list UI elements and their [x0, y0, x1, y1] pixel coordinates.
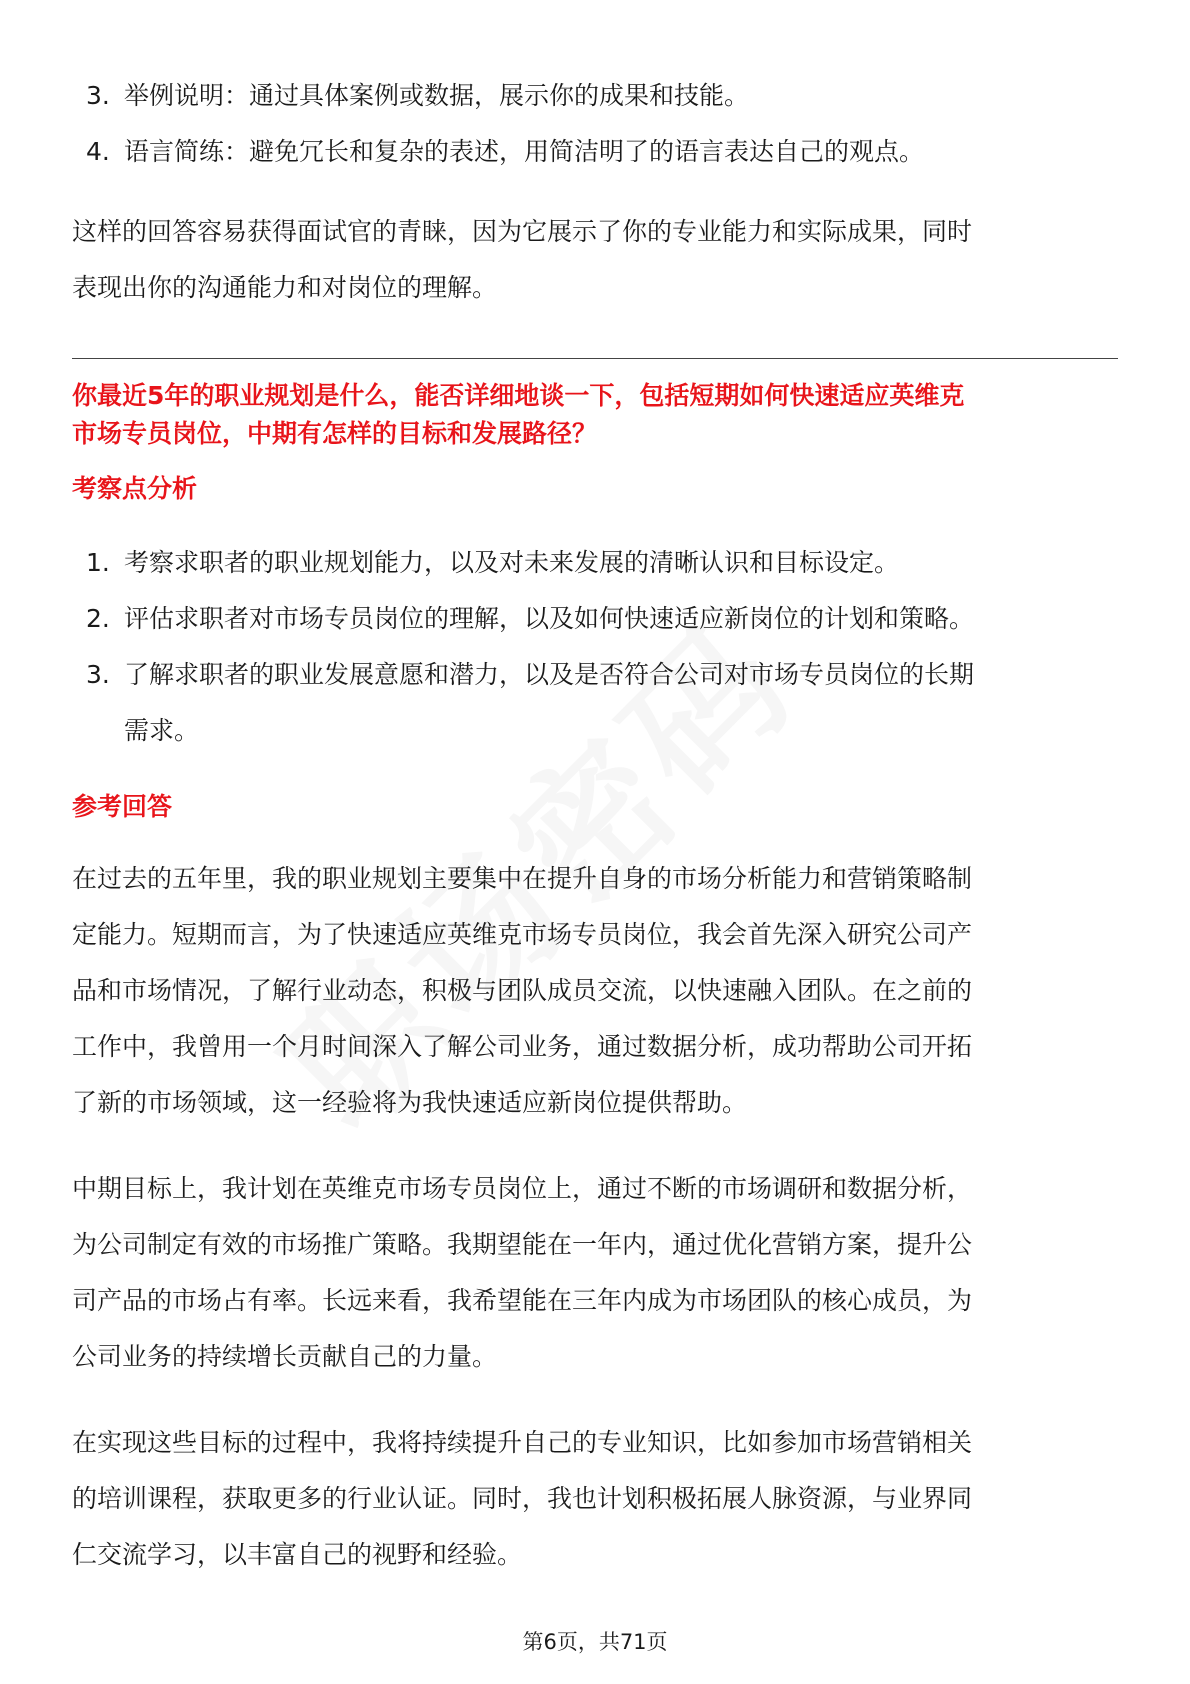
text-line: 了新的市场领域，这一经验将为我快速适应新岗位提供帮助。 [72, 1088, 748, 1117]
text-line: 品和市场情况，了解行业动态，积极与团队成员交流，以快速融入团队。在之前的 [72, 976, 973, 1005]
text-line: 市场专员岗位，中期有怎样的目标和发展路径？ [72, 419, 598, 448]
text-line: 工作中，我曾用一个月时间深入了解公司业务，通过数据分析，成功帮助公司开拓 [72, 1032, 973, 1061]
section-divider [72, 358, 1118, 359]
list-item-number: 3. [86, 81, 110, 110]
list-item-text: 语言简练：避免冗长和复杂的表述，用简洁明了的语言表达自己的观点。 [124, 137, 925, 166]
analysis-heading: 考察点分析 [72, 474, 198, 503]
list-item [72, 68, 1118, 124]
list-item-number: 1. [86, 548, 110, 577]
text-line: 表现出你的沟通能力和对岗位的理解。 [72, 273, 498, 302]
list-item-text: 了解求职者的职业发展意愿和潜力，以及是否符合公司对市场专员岗位的长期 [124, 660, 975, 689]
list-item-text: 举例说明：通过具体案例或数据，展示你的成果和技能。 [124, 81, 750, 110]
text-line: 中期目标上，我计划在英维克市场专员岗位上，通过不断的市场调研和数据分析， [72, 1174, 973, 1203]
analysis-list [72, 535, 1118, 759]
list-item-text: 评估求职者对市场专员岗位的理解，以及如何快速适应新岗位的计划和策略。 [124, 604, 975, 633]
text-line: 公司业务的持续增长贡献自己的力量。 [72, 1342, 498, 1371]
list-item [72, 647, 1118, 759]
list-item-text: 考察求职者的职业规划能力，以及对未来发展的清晰认识和目标设定。 [124, 548, 900, 577]
list-item [72, 535, 1118, 591]
list-item [72, 591, 1118, 647]
list-item-number: 4. [86, 137, 110, 166]
interview-question [72, 377, 1118, 453]
answer-paragraph-2 [72, 1161, 1118, 1385]
intro-summary [72, 204, 1118, 316]
text-line: 为公司制定有效的市场推广策略。我期望能在一年内，通过优化营销方案，提升公 [72, 1230, 973, 1259]
text-line: 你最近5年的职业规划是什么，能否详细地谈一下，包括短期如何快速适应英维克 [72, 381, 965, 410]
text-line: 的培训课程，获取更多的行业认证。同时，我也计划积极拓展人脉资源，与业界同 [72, 1484, 973, 1513]
page-content [72, 68, 1118, 1583]
intro-list [72, 68, 1118, 180]
answer-heading: 参考回答 [72, 792, 173, 821]
list-item-text: 需求。 [124, 716, 200, 745]
text-line: 在实现这些目标的过程中，我将持续提升自己的专业知识，比如参加市场营销相关 [72, 1428, 973, 1457]
list-item [72, 124, 1118, 180]
list-item-number: 3. [86, 660, 110, 689]
text-line: 仁交流学习，以丰富自己的视野和经验。 [72, 1540, 523, 1569]
text-line: 这样的回答容易获得面试官的青睐，因为它展示了你的专业能力和实际成果，同时 [72, 217, 973, 246]
answer-paragraph-3 [72, 1415, 1118, 1583]
list-item-number: 2. [86, 604, 110, 633]
text-line: 司产品的市场占有率。长远来看，我希望能在三年内成为市场团队的核心成员，为 [72, 1286, 973, 1315]
text-line: 定能力。短期而言，为了快速适应英维克市场专员岗位，我会首先深入研究公司产 [72, 920, 973, 949]
text-line: 在过去的五年里，我的职业规划主要集中在提升自身的市场分析能力和营销策略制 [72, 864, 973, 893]
page-number-footer: 第6页，共71页 [522, 1630, 668, 1654]
answer-paragraph-1 [72, 851, 1118, 1131]
